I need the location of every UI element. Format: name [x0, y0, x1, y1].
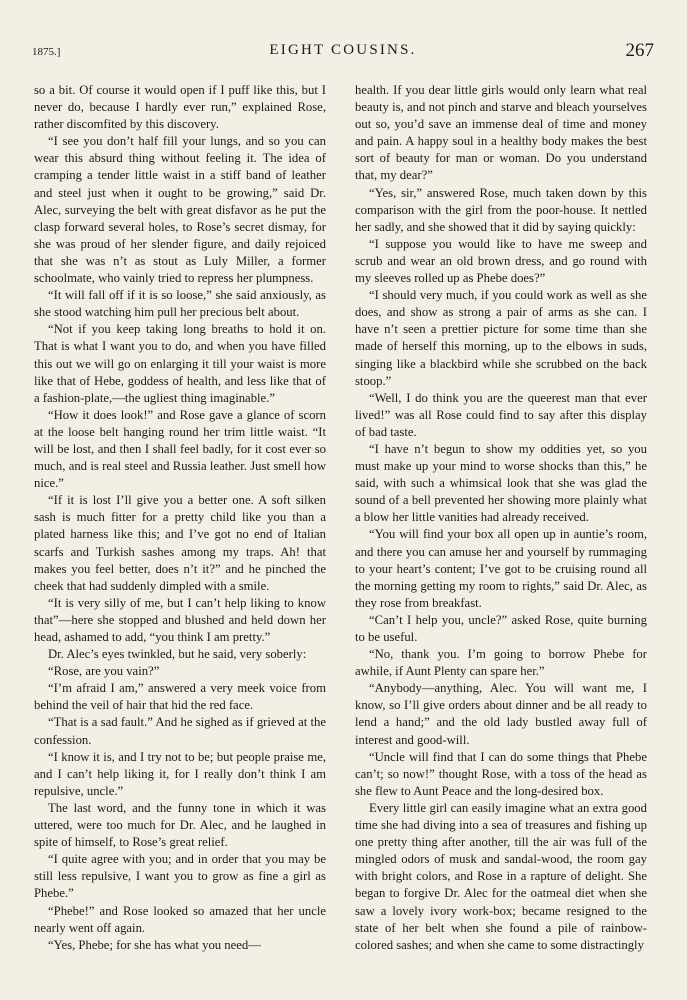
paragraph: “Can’t I help you, uncle?” asked Rose, quite burning to be useful.: [355, 612, 647, 644]
paragraph: “I suppose you would like to have me sweep and scrub and wear an old brown dress, and go round with my sleeves rolled up as Phebe does?”: [355, 236, 647, 286]
paragraph: “I should very much, if you could work as well as she does, and show as strong a pair of arms as she can. I have n’t seen a prettier picture for some time than she made of herself this morning, up to the elbows in suds, singing like a blackbird while she scrubbed on the back stoop.”: [355, 288, 647, 388]
paragraph: “I have n’t begun to show my oddities yet, so you must make up your mind to worse shocks than this,” he said, with such a whimsical look that she was glad the sound of a bell prevented her showing more plainly what a blow her little vanities had already received.: [355, 441, 647, 525]
paragraph: so a bit. Of course it would open if I puff like this, but I never do, because I hardly ever run,” explained Rose, rather discomfited by this discovery.: [34, 83, 326, 132]
paragraph: “No, thank you. I’m going to borrow Phebe for awhile, if Aunt Plenty can spare her.”: [355, 647, 647, 679]
left-column: [34, 82, 326, 954]
header-title: EIGHT COUSINS.: [269, 42, 417, 58]
paragraph: “Well, I do think you are the queerest man that ever lived!” was all Rose could find to say after this display of bad taste.: [355, 390, 647, 439]
paragraph: “Uncle will find that I can do some things that Phebe can’t; so now!” thought Rose, with a toss of the head as she flew to Aunt Peace and the long-desired box.: [355, 749, 647, 798]
paragraph: “I’m afraid I am,” answered a very meek voice from behind the veil of hair that hid the red face.: [34, 681, 326, 713]
paragraph: “If it is lost I’ll give you a better one. A soft silken sash is much fitter for a pretty child like you than a plated harness like this; and I’ve got no end of Italian scarfs and Turkish sashes among my traps. Ah! that makes you feel better, does n’t it?” and he pinched the cheek that had suddenly dimpled with a smile.: [34, 493, 326, 593]
paragraph: Every little girl can easily imagine what an extra good time she had diving into a sea of treasures and fishing up one pretty thing after another, till the air was full of the mingled odors of musk and sandal-wood, the room gay with bright colors, and Rose in a rapture of delight. She began to forgive Dr. Alec for the oatmeal diet when she saw a lovely ivory work-box; became resigned to the state of her belt when she found a pile of rainbow-colored sashes; and when she came to some distractingly: [355, 800, 647, 952]
paragraph: “Anybody—anything, Alec. You will want me, I know, so I’ll give orders about dinner and be all ready to lend a hand;” and the old lady bustled away full of interest and good-will.: [355, 681, 647, 747]
paragraph: “It will fall off if it is so loose,” she said anxiously, as she stood watching him pull her precious belt about.: [34, 288, 326, 320]
running-header: [32, 40, 654, 64]
right-column: [355, 82, 647, 954]
paragraph: “Yes, Phebe; for she has what you need—: [48, 937, 261, 952]
paragraph: “I know it is, and I try not to be; but people praise me, and I can’t help liking it, for I really don’t think I am repulsive, uncle.”: [34, 749, 326, 798]
paragraph: “I see you don’t half fill your lungs, and so you can wear this absurd thing without feeling it. The idea of cramping a tender little waist in a stiff band of leather and steel just when it ought to be growing,” said Dr. Alec, surveying the belt with great disfavor as he put the clasp forward several holes, to Rose’s secret dismay, for she was proud of her slender figure, and daily rejoiced that she was n’t as stout as Luly Miller, a former schoolmate, who vainly tried to repress her plumpness.: [34, 134, 326, 286]
paragraph: “It is very silly of me, but I can’t help liking to know that”—here she stopped and blushed and held down her head, ashamed to add, “you think I am pretty.”: [34, 595, 326, 644]
paragraph: “Rose, are you vain?”: [48, 664, 160, 679]
header-date: 1875.]: [32, 46, 61, 58]
page-number: 267: [625, 40, 654, 61]
paragraph: “You will find your box all open up in auntie’s room, and there you can amuse her and yourself by rummaging to your heart’s content; I’ve got to be cruising round all the morning getting my room to rights,” said Dr. Alec, as they rose from breakfast.: [355, 527, 647, 610]
paragraph: The last word, and the funny tone in which it was uttered, were too much for Dr. Alec, and he laughed in spite of himself, to Rose’s great relief.: [34, 800, 326, 850]
paragraph: “Not if you keep taking long breaths to hold it on. That is what I want you to do, and when you have filled this out we will go on enlarging it till your waist is more like that of Hebe, goddess of health, and less like that of a fashion-plate,—the ugliest thing imaginable.”: [34, 322, 326, 405]
paragraph: health. If you dear little girls would only learn what real beauty is, and not pinch and starve and bleach yourselves out so, you’d save an immense deal of time and money and pain. A happy soul in a healthy body makes the best sort of beauty for man or woman. Do you understand that, my dear?”: [355, 83, 647, 183]
paragraph: “I quite agree with you; and in order that you may be still less repulsive, I want you to grow as fine a girl as Phebe.”: [34, 852, 326, 901]
paragraph: “How it does look!” and Rose gave a glance of scorn at the loose belt hanging round her trim little waist. “It will be lost, and then I shall feel badly, for it cost ever so much, and is real steel and Russia leather. Just smell how nice.”: [34, 407, 326, 491]
paragraph: “That is a sad fault.” And he sighed as if grieved at the confession.: [34, 715, 326, 747]
paragraph: “Phebe!” and Rose looked so amazed that her uncle nearly went off again.: [34, 903, 326, 935]
paragraph: “Yes, sir,” answered Rose, much taken down by this comparison with the girl from the poor-house. It nettled her sadly, and she showed that it did by saying quickly:: [355, 185, 647, 234]
paragraph: Dr. Alec’s eyes twinkled, but he said, very soberly:: [48, 647, 307, 662]
